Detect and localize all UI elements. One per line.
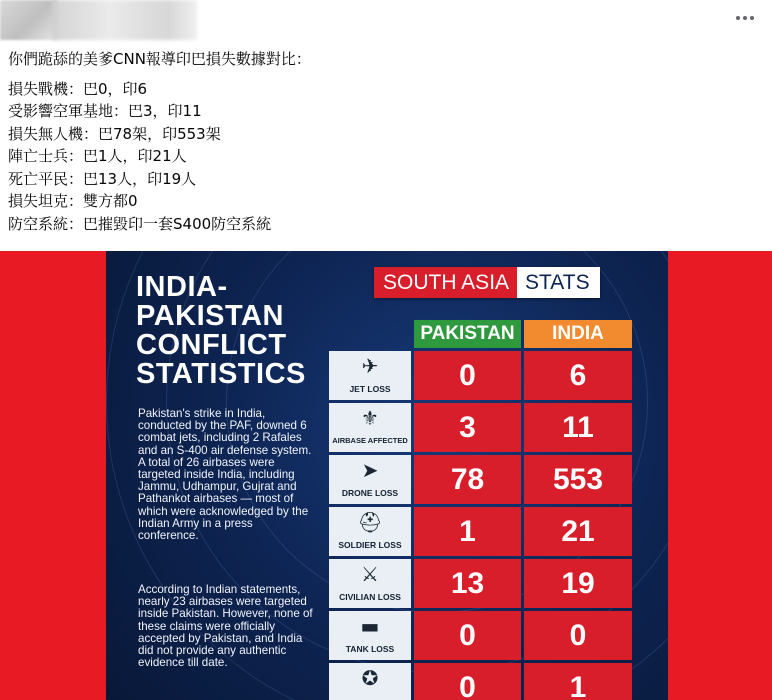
row-label: DRONE LOSS (341, 488, 399, 498)
pakistan-value: 78 (414, 455, 521, 504)
row-label: CIVILIAN LOSS (339, 592, 401, 602)
paragraph-2: According to Indian statements, nearly 23 airbases were targeted inside Pakistan. However, none of these claims were officially accepted by Pakistan, and India did not provide any authentic evidence till date. (138, 583, 313, 670)
india-value: 21 (524, 507, 632, 556)
post-image[interactable] (0, 251, 772, 700)
jet-icon: ✈ (361, 354, 379, 378)
post-line: 受影響空軍基地：巴3，印11 (8, 102, 202, 120)
pakistan-value: 0 (414, 611, 521, 660)
wings-icon: ⚜ (361, 406, 379, 430)
more-options-button[interactable] (732, 8, 758, 28)
row-label-cell (329, 559, 411, 608)
stat-row (329, 507, 632, 556)
badge-right: STATS (517, 267, 600, 298)
pakistan-value: 0 (414, 663, 521, 700)
row-label: JET LOSS (349, 384, 391, 394)
post-text (8, 48, 758, 235)
column-header-india: INDIA (524, 320, 632, 348)
title-line: STATISTICS (136, 358, 306, 390)
post-line: 損失無人機：巴78架，印553架 (8, 124, 221, 143)
india-value: 0 (524, 611, 632, 660)
row-label-cell (329, 455, 411, 504)
pakistan-value: 0 (414, 351, 521, 400)
title-line: INDIA- (136, 271, 228, 303)
infographic (106, 251, 668, 700)
pakistan-value: 3 (414, 403, 521, 452)
row-label-cell (329, 507, 411, 556)
title-line: CONFLICT (136, 329, 287, 361)
row-label-cell (329, 611, 411, 660)
missile-icon: ⚔ (361, 562, 379, 586)
stat-row (329, 351, 632, 400)
author-name-blurred[interactable] (52, 0, 197, 40)
post-line: 防空系統：巴摧毀印一套S400防空系統 (8, 214, 272, 233)
stat-row (329, 559, 632, 608)
more-horizontal-icon (743, 16, 747, 20)
india-value: 6 (524, 351, 632, 400)
post-line: 損失戰機：巴0，印6 (8, 79, 148, 98)
emblem-icon: ✪ (361, 666, 379, 690)
avatar[interactable] (0, 0, 58, 40)
south-asia-stats-badge (374, 267, 600, 298)
helmet-icon: ⛑ (357, 510, 383, 534)
row-label: TANK LOSS (345, 644, 395, 654)
india-value: 553 (524, 455, 632, 504)
india-value: 19 (524, 559, 632, 608)
badge-left: SOUTH ASIA (374, 267, 517, 298)
india-value: 1 (524, 663, 632, 700)
more-horizontal-icon (736, 16, 740, 20)
column-header-pakistan: PAKISTAN (414, 320, 521, 348)
stat-row (329, 455, 632, 504)
post-line: 陣亡士兵：巴1人，印21人 (8, 147, 187, 165)
drone-icon: ➤ (361, 458, 379, 482)
infographic-title (136, 273, 306, 389)
tank-icon: ▬ (360, 614, 380, 638)
pakistan-value: 1 (414, 507, 521, 556)
stat-row (329, 663, 632, 700)
more-horizontal-icon (750, 16, 754, 20)
pakistan-value: 13 (414, 559, 521, 608)
paragraph-1: Pakistan's strike in India, conducted by the PAF, downed 6 combat jets, including 2 Rafales and an S-400 air defense system. A total of 26 airbases were targeted inside India, including Jammu, Udhampur, Gujrat and Pathankot airbases — most of which were acknowledged by the Indian Army in a press conference. (138, 407, 312, 543)
post-line: 死亡平民：巴13人，印19人 (8, 169, 197, 188)
india-value: 11 (524, 403, 632, 452)
post-line: 損失坦克：雙方都0 (8, 192, 138, 210)
stat-row (329, 611, 632, 660)
row-label: SOLDIER LOSS (338, 540, 402, 550)
row-label-cell (329, 403, 411, 452)
post-intro: 你們跪舔的美爹CNN報導印巴損失數據對比： (8, 50, 311, 68)
title-line: PAKISTAN (136, 300, 284, 332)
stat-row (329, 403, 632, 452)
post-header (0, 0, 772, 44)
row-label: AIRBASE AFFECTED (332, 436, 408, 445)
row-label-cell (329, 351, 411, 400)
row-label-cell (329, 663, 411, 700)
